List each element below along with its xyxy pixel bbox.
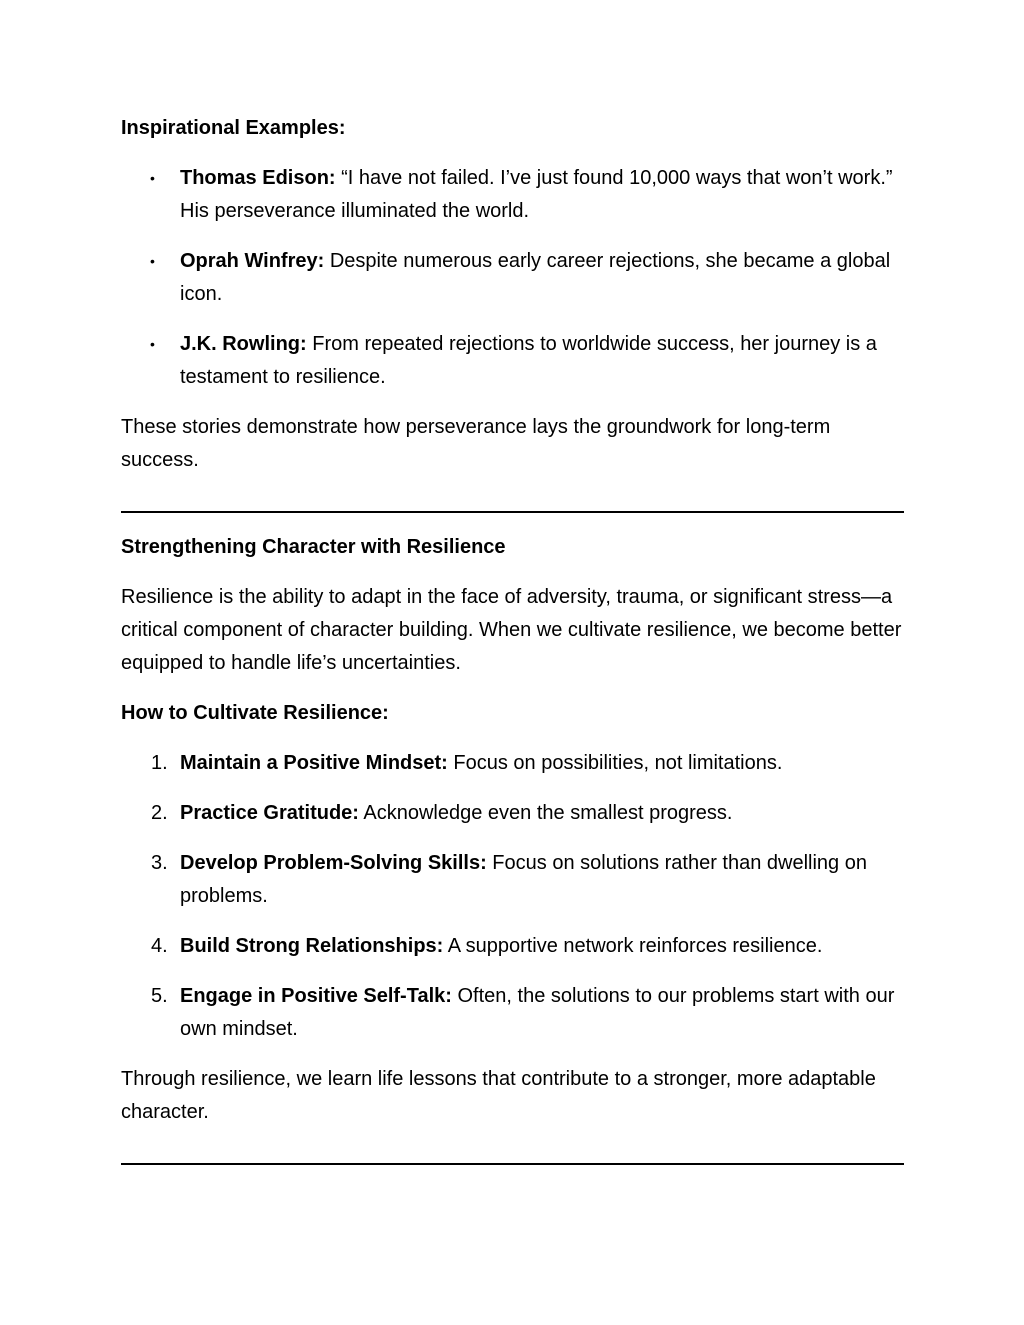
section-closing-paragraph: Through resilience, we learn life lessons that contribute to a stronger, more adaptable character. (121, 1068, 876, 1123)
bullet-icon: • (150, 170, 155, 186)
list-item (121, 930, 904, 963)
step-text: Focus on solutions rather than dwelling on problems. (180, 852, 867, 907)
step-text: Focus on possibilities, not limitations. (447, 752, 783, 774)
list-item (121, 162, 904, 228)
example-name: J.K. Rowling: (180, 333, 307, 355)
step-title: Maintain a Positive Mindset: (180, 752, 448, 774)
section-heading-strengthening-character: Strengthening Character with Resilience (121, 536, 506, 558)
bullet-icon: • (150, 336, 155, 352)
step-title: Build Strong Relationships: (180, 935, 444, 957)
intro-paragraph: Resilience is the ability to adapt in the face of adversity, trauma, or significant stress—a critical component of character building. When we cultivate resilience, we become better equipped to handle life’s uncertainties. (121, 586, 902, 674)
list-item (121, 328, 904, 394)
horizontal-divider (121, 1163, 904, 1165)
step-text: A supportive network reinforces resilience. (443, 935, 823, 957)
document-page (121, 112, 904, 1183)
step-number: 1. (151, 752, 168, 774)
resilience-steps-list (121, 747, 904, 1046)
section-heading-inspirational-examples: Inspirational Examples: (121, 117, 346, 139)
example-text: Despite numerous early career rejections, she became a global icon. (180, 250, 891, 305)
step-number: 2. (151, 802, 168, 824)
example-text: From repeated rejections to worldwide success, her journey is a testament to resilience. (180, 333, 877, 388)
step-text: Often, the solutions to our problems start with our own mindset. (180, 985, 895, 1040)
step-text: Acknowledge even the smallest progress. (358, 802, 733, 824)
step-title: Engage in Positive Self-Talk: (180, 985, 452, 1007)
section-closing-paragraph: These stories demonstrate how perseverance lays the groundwork for long-term success. (121, 416, 831, 471)
subheading-how-to-cultivate: How to Cultivate Resilience: (121, 702, 389, 724)
step-title: Practice Gratitude: (180, 802, 359, 824)
step-number: 4. (151, 935, 168, 957)
horizontal-divider (121, 511, 904, 513)
example-name: Thomas Edison: (180, 167, 336, 189)
bullet-icon: • (150, 253, 155, 269)
list-item (121, 747, 904, 780)
list-item (121, 847, 904, 913)
example-name: Oprah Winfrey: (180, 250, 325, 272)
example-text: “I have not failed. I’ve just found 10,000 ways that won’t work.” His perseverance illuminated the world. (180, 167, 893, 222)
step-number: 3. (151, 852, 168, 874)
list-item (121, 797, 904, 830)
list-item (121, 245, 904, 311)
list-item (121, 980, 904, 1046)
step-number: 5. (151, 985, 168, 1007)
examples-list (121, 162, 904, 394)
step-title: Develop Problem-Solving Skills: (180, 852, 487, 874)
